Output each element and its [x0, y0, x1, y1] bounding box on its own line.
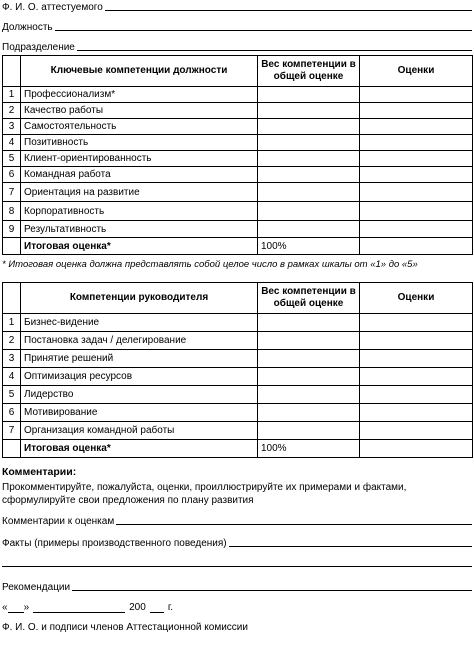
scale-note: * Итоговая оценка должна представлять собой целое число в рамках шкалы от «1» до «5»	[2, 259, 418, 270]
weight-cell[interactable]	[258, 350, 360, 368]
position-line[interactable]	[55, 19, 472, 31]
row-number: 6	[3, 167, 21, 183]
facts-field[interactable]	[2, 527, 472, 549]
date-close-quote: »	[23, 602, 30, 613]
weight-cell[interactable]	[258, 183, 360, 202]
row-number: 3	[3, 119, 21, 135]
scores-comment-field[interactable]	[2, 511, 472, 527]
total-row	[3, 238, 473, 255]
weight-cell[interactable]	[258, 103, 360, 119]
department-field[interactable]	[2, 33, 472, 53]
competency-name: Мотивирование	[21, 404, 258, 422]
row-number: 2	[3, 332, 21, 350]
weight-cell[interactable]	[258, 386, 360, 404]
table-row	[3, 314, 473, 332]
row-number: 3	[3, 350, 21, 368]
key-competencies-table	[2, 55, 473, 255]
row-number: 8	[3, 202, 21, 221]
competency-name: Лидерство	[21, 386, 258, 404]
total-weight: 100%	[258, 440, 360, 458]
table-row	[3, 135, 473, 151]
header-num	[3, 283, 21, 314]
header-score: Оценки	[360, 283, 473, 314]
recommendations-field[interactable]	[2, 569, 472, 593]
score-cell[interactable]	[360, 202, 473, 221]
competency-name: Качество работы	[21, 103, 258, 119]
row-number: 1	[3, 87, 21, 103]
table-row	[3, 87, 473, 103]
weight-cell[interactable]	[258, 167, 360, 183]
header-competency: Ключевые компетенции должности	[21, 56, 258, 87]
table-row	[3, 183, 473, 202]
department-label: Подразделение	[2, 42, 75, 53]
comments-heading: Комментарии:	[2, 466, 77, 478]
weight-cell[interactable]	[258, 221, 360, 238]
total-score-cell[interactable]	[360, 440, 473, 458]
score-cell[interactable]	[360, 332, 473, 350]
date-line	[2, 593, 472, 613]
score-cell[interactable]	[360, 221, 473, 238]
score-cell[interactable]	[360, 183, 473, 202]
header-score: Оценки	[360, 56, 473, 87]
competency-name: Результативность	[21, 221, 258, 238]
header-num	[3, 56, 21, 87]
day-field[interactable]	[8, 602, 24, 613]
recommendations-label: Рекомендации	[2, 582, 71, 593]
competency-name: Постановка задач / делегирование	[21, 332, 258, 350]
header-weight: Вес компетенции в общей оценке	[258, 56, 360, 87]
weight-cell[interactable]	[258, 368, 360, 386]
score-cell[interactable]	[360, 135, 473, 151]
month-field[interactable]	[33, 602, 125, 613]
total-row	[3, 440, 473, 458]
table-row	[3, 386, 473, 404]
scores-comment-label: Комментарии к оценкам	[2, 516, 115, 527]
table-row	[3, 151, 473, 167]
facts-extra-line[interactable]	[2, 555, 472, 567]
table-row	[3, 221, 473, 238]
score-cell[interactable]	[360, 386, 473, 404]
position-label: Должность	[2, 22, 53, 33]
competency-name: Командная работа	[21, 167, 258, 183]
date-open-quote: «	[2, 602, 8, 613]
row-number: 7	[3, 183, 21, 202]
table-row	[3, 202, 473, 221]
competency-name: Самостоятельность	[21, 119, 258, 135]
weight-cell[interactable]	[258, 135, 360, 151]
score-cell[interactable]	[360, 103, 473, 119]
row-number: 1	[3, 314, 21, 332]
manager-competencies-table	[2, 282, 473, 458]
comments-instruction: Прокомментируйте, пожалуйста, оценки, проиллюстрируйте их примерами и фактами, сформулируйте свои предложения по плану развития	[2, 482, 407, 506]
row-number: 5	[3, 386, 21, 404]
weight-cell[interactable]	[258, 332, 360, 350]
score-cell[interactable]	[360, 151, 473, 167]
total-score-cell[interactable]	[360, 238, 473, 255]
score-cell[interactable]	[360, 314, 473, 332]
competency-name: Клиент-ориентированность	[21, 151, 258, 167]
header-competency: Компетенции руководителя	[21, 283, 258, 314]
fio-label: Ф. И. О. аттестуемого	[2, 2, 103, 13]
table-row	[3, 350, 473, 368]
weight-cell[interactable]	[258, 87, 360, 103]
header-weight: Вес компетенции в общей оценке	[258, 283, 360, 314]
competency-name: Оптимизация ресурсов	[21, 368, 258, 386]
competency-name: Позитивность	[21, 135, 258, 151]
department-line[interactable]	[77, 39, 472, 51]
score-cell[interactable]	[360, 422, 473, 440]
weight-cell[interactable]	[258, 404, 360, 422]
table-row	[3, 167, 473, 183]
facts-extra-field[interactable]	[2, 549, 472, 569]
position-field[interactable]	[2, 13, 472, 33]
year-field[interactable]	[150, 602, 164, 613]
weight-cell[interactable]	[258, 151, 360, 167]
weight-cell[interactable]	[258, 119, 360, 135]
competency-name: Профессионализм*	[21, 87, 258, 103]
table-row	[3, 332, 473, 350]
competency-name: Корпоративность	[21, 202, 258, 221]
score-cell[interactable]	[360, 404, 473, 422]
table-row	[3, 368, 473, 386]
table-header-row	[3, 56, 473, 87]
row-number: 2	[3, 103, 21, 119]
fio-line[interactable]	[105, 0, 472, 11]
score-cell[interactable]	[360, 368, 473, 386]
competency-name: Принятие решений	[21, 350, 258, 368]
total-label: Итоговая оценка*	[21, 440, 258, 458]
signatures-label: Ф. И. О. и подписи членов Аттестационной комиссии	[2, 622, 248, 633]
row-number: 4	[3, 135, 21, 151]
weight-cell[interactable]	[258, 202, 360, 221]
score-cell[interactable]	[360, 350, 473, 368]
table-row	[3, 119, 473, 135]
row-number: 4	[3, 368, 21, 386]
scores-comment-line[interactable]	[116, 513, 472, 525]
facts-label: Факты (примеры производственного поведения)	[2, 538, 227, 549]
table-row	[3, 422, 473, 440]
score-cell[interactable]	[360, 119, 473, 135]
weight-cell[interactable]	[258, 314, 360, 332]
row-number: 7	[3, 422, 21, 440]
score-cell[interactable]	[360, 167, 473, 183]
competency-name: Организация командной работы	[21, 422, 258, 440]
weight-cell[interactable]	[258, 422, 360, 440]
total-label: Итоговая оценка*	[21, 238, 258, 255]
row-number: 6	[3, 404, 21, 422]
competency-name: Ориентация на развитие	[21, 183, 258, 202]
year-prefix: 200	[129, 602, 146, 613]
row-number: 9	[3, 221, 21, 238]
fio-field[interactable]	[2, 0, 472, 13]
facts-line[interactable]	[229, 535, 472, 547]
table-header-row	[3, 283, 473, 314]
table-row	[3, 404, 473, 422]
table-row	[3, 103, 473, 119]
recommendations-line[interactable]	[72, 579, 472, 591]
total-weight: 100%	[258, 238, 360, 255]
year-suffix: г.	[167, 602, 174, 613]
competency-name: Бизнес-видение	[21, 314, 258, 332]
row-number: 5	[3, 151, 21, 167]
score-cell[interactable]	[360, 87, 473, 103]
